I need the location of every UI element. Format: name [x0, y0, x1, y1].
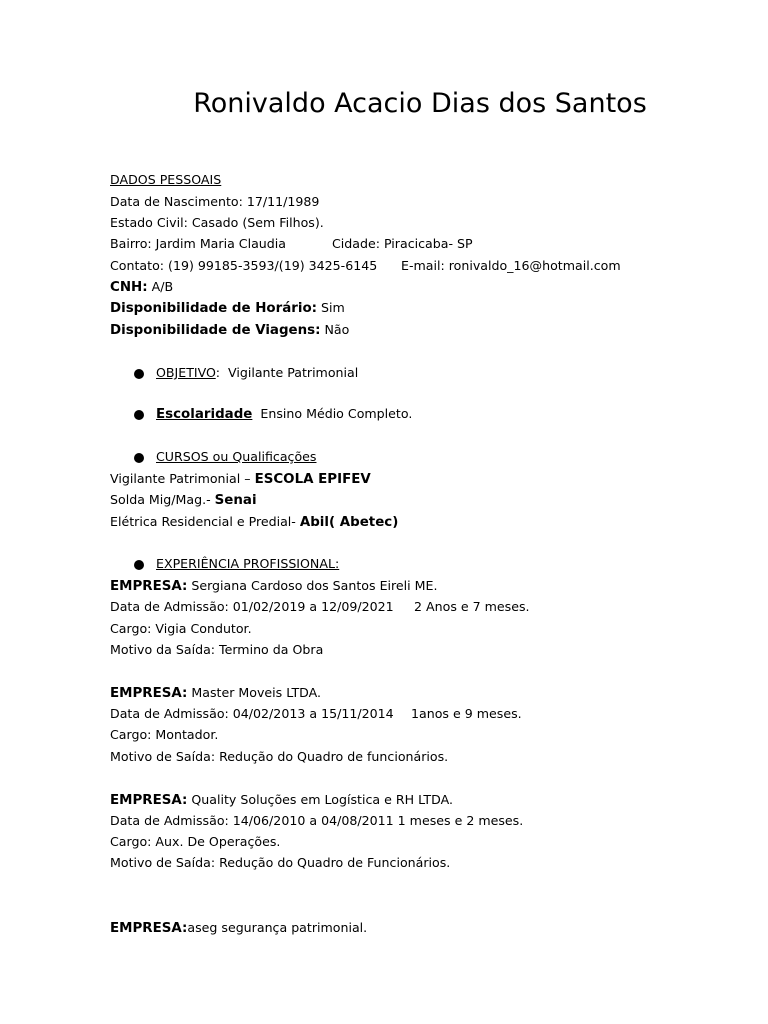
- viagens-value: Não: [320, 322, 350, 337]
- job-motivo: Motivo de Saída: Redução do Quadro de Funcionários.: [110, 855, 451, 870]
- escolaridade-value: Ensino Médio Completo.: [260, 406, 413, 421]
- cnh-line: [110, 279, 173, 296]
- marital-status: Estado Civil: Casado (Sem Filhos).: [110, 215, 324, 230]
- bullet-icon: [134, 410, 144, 420]
- city: Cidade: Piracicaba- SP: [332, 236, 473, 251]
- job-motivo: Motivo de Saída: Redução do Quadro de funcionários.: [110, 749, 449, 764]
- curso-text: Vigilante Patrimonial –: [110, 471, 255, 486]
- horario-line: [110, 300, 345, 317]
- cnh-value: A/B: [147, 279, 174, 294]
- job-duracao: 2 Anos e 7 meses.: [414, 599, 530, 614]
- objetivo-colon: :: [215, 365, 220, 380]
- job-duracao: 1anos e 9 meses.: [411, 706, 522, 721]
- contact: Contato: (19) 99185-3593/(19) 3425-6145: [110, 258, 378, 273]
- job-empresa: [110, 685, 321, 702]
- bullet-icon: [134, 560, 144, 570]
- curso-item: [110, 492, 257, 509]
- objetivo-value: Vigilante Patrimonial: [227, 365, 359, 380]
- cnh-label: CNH:: [110, 280, 148, 295]
- curso-text: Solda Mig/Mag.-: [110, 492, 215, 507]
- job-motivo: Motivo da Saída: Termino da Obra: [110, 642, 324, 657]
- horario-label: Disponibilidade de Horário:: [110, 301, 318, 316]
- curso-school: ESCOLA EPIFEV: [254, 472, 371, 487]
- escolaridade-label: Escolaridade: [156, 407, 253, 422]
- curso-item: [110, 514, 398, 531]
- curso-text: Elétrica Residencial e Predial-: [110, 514, 300, 529]
- cursos-heading: CURSOS ou Qualificações: [156, 449, 317, 464]
- empresa-label: EMPRESA:: [110, 921, 188, 936]
- escolaridade-line: [156, 406, 412, 423]
- job-admissao: Data de Admissão: 14/06/2010 a 04/08/2011 1 meses e 2 meses.: [110, 813, 524, 828]
- empresa-label: EMPRESA:: [110, 686, 188, 701]
- empresa-name: aseg segurança patrimonial.: [187, 920, 368, 935]
- neighborhood: Bairro: Jardim Maria Claudia: [110, 236, 286, 251]
- empresa-name: Master Moveis LTDA.: [187, 685, 322, 700]
- empresa-label: EMPRESA:: [110, 579, 188, 594]
- horario-value: Sim: [317, 300, 345, 315]
- empresa-label: EMPRESA:: [110, 793, 188, 808]
- bullet-icon: [134, 453, 144, 463]
- job-admissao: Data de Admissão: 04/02/2013 a 15/11/2014: [110, 706, 394, 721]
- job-empresa: [110, 792, 453, 809]
- objetivo-line: [156, 365, 358, 381]
- objetivo-label: OBJETIVO: [156, 365, 216, 380]
- job-cargo: Cargo: Vigia Condutor.: [110, 621, 252, 636]
- dados-heading: DADOS PESSOAIS: [110, 172, 222, 187]
- viagens-label: Disponibilidade de Viagens:: [110, 323, 321, 338]
- resume-title: Ronivaldo Acacio Dias dos Santos: [193, 88, 647, 119]
- email: E-mail: ronivaldo_16@hotmail.com: [401, 258, 621, 273]
- curso-school: Senai: [214, 493, 257, 508]
- job-cargo: Cargo: Aux. De Operações.: [110, 834, 281, 849]
- job-empresa: [110, 920, 367, 937]
- birth-date: Data de Nascimento: 17/11/1989: [110, 194, 320, 209]
- experiencia-heading: EXPERIÊNCIA PROFISSIONAL:: [156, 556, 340, 571]
- bullet-icon: [134, 369, 144, 379]
- curso-item: [110, 471, 371, 488]
- empresa-name: Quality Soluções em Logística e RH LTDA.: [187, 792, 453, 807]
- job-admissao: Data de Admissão: 01/02/2019 a 12/09/2021: [110, 599, 394, 614]
- job-empresa: [110, 578, 438, 595]
- job-cargo: Cargo: Montador.: [110, 727, 219, 742]
- empresa-name: Sergiana Cardoso dos Santos Eireli ME.: [187, 578, 438, 593]
- curso-school: Abil( Abetec): [299, 515, 399, 530]
- viagens-line: [110, 322, 349, 339]
